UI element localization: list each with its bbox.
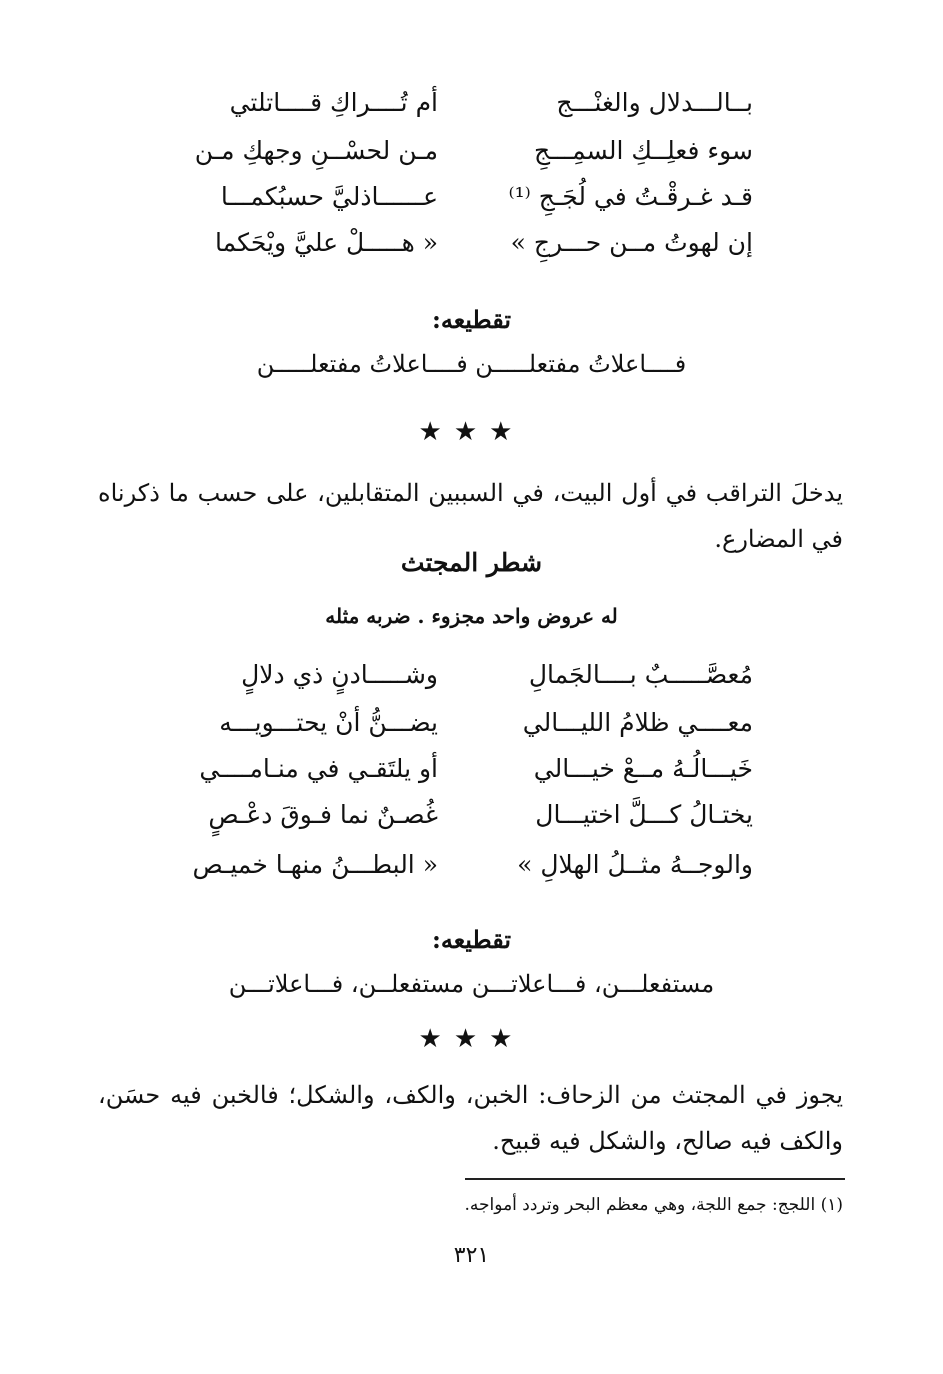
- poem2-line2-second: معــــي ظلامُ الليـــالي: [522, 708, 753, 737]
- paragraph-1: يدخلَ التراقب في أول البيت، في السببين المتقابلين، على حسب ما ذكرناه في المضارع.: [98, 479, 843, 553]
- taqtia2-line: مستفعلـــن، فـــاعلاتـــن مستفعلــن، فـــاعلاتـــن: [228, 970, 715, 998]
- poem1-line2-second: سوء فعلِــكِ السمِـــجِ: [534, 136, 753, 165]
- poem1-line4-first: « هـــــلْ عليَّ ويْحَكما: [215, 228, 438, 257]
- footnote: (١) اللجج: جمع اللجة، وهي معظم البحر وتردد أمواجه.: [464, 1195, 843, 1215]
- poem2-line4-second: يختـالُ كـــلَّ اختيـــال: [535, 800, 753, 829]
- stars-divider-2: ★★★: [418, 1024, 525, 1054]
- poem1-line4-second: إن لهوتُ مــن حـــرجِ »: [510, 228, 753, 257]
- poem2-line5-first: « البطـــنُ منهـا خميـص: [192, 850, 438, 879]
- stars-divider-1: ★★★: [418, 417, 525, 447]
- poem2-line5-second: والوجــهُ مثــلُ الهلالِ »: [517, 850, 753, 879]
- taqtia2-heading: تقطيعه:: [431, 925, 512, 954]
- poem2-line3-second: خَيـــالُـهُ مــعْ خيـــالي: [533, 754, 753, 783]
- poem2-line1-second: مُعصَّـــــبٌ بــــالجَمالِ: [528, 660, 753, 689]
- poem1-line1-first: أم تُــــراكِ قــــاتلتي: [229, 88, 438, 117]
- section-subtitle: له عروض واحد مجزوء . ضربه مثله: [325, 604, 618, 628]
- taqtia1-heading: تقطيعه:: [431, 305, 512, 334]
- poem2-line3-first: أو يلتَقـي في منـامــــي: [199, 754, 438, 783]
- paragraph-2: يجوز في المجتث من الزحاف: الخبن، والكف، والشكل؛ فالخبن فيه حسَن، والكف فيه صالح، والشكل فيه قبيح.: [98, 1081, 843, 1155]
- poem2-line2-first: يضـــنُّ أنْ يحتـــويـــه: [219, 708, 438, 737]
- taqtia1-line: فــــاعلاتُ مفتعلـــــن فــــاعلاتُ مفتعلـــــن: [256, 350, 687, 378]
- poem1-line1-second: بــالـــدلال والغنْـــج: [556, 88, 753, 117]
- footnote-separator: [465, 1178, 845, 1180]
- poem2-line4-first: غُصـنٌ نما فـوقَ دعْـصٍ: [208, 800, 438, 829]
- page-number: ٣٢١: [453, 1243, 490, 1268]
- poem1-line3-second: قـد غـرقْـتُ في لُجَـجِ ⁽¹⁾: [508, 182, 753, 211]
- poem2-line1-first: وشـــــادنٍ ذي دلالٍ: [241, 660, 438, 689]
- poem1-line2-first: مـن لحسْــنِ وجهكِ مـن: [194, 136, 438, 165]
- poem1-line3-first: عــــــاذليَّ حسبُكمـــا: [220, 182, 438, 211]
- section-title: شطر المجتث: [400, 548, 543, 577]
